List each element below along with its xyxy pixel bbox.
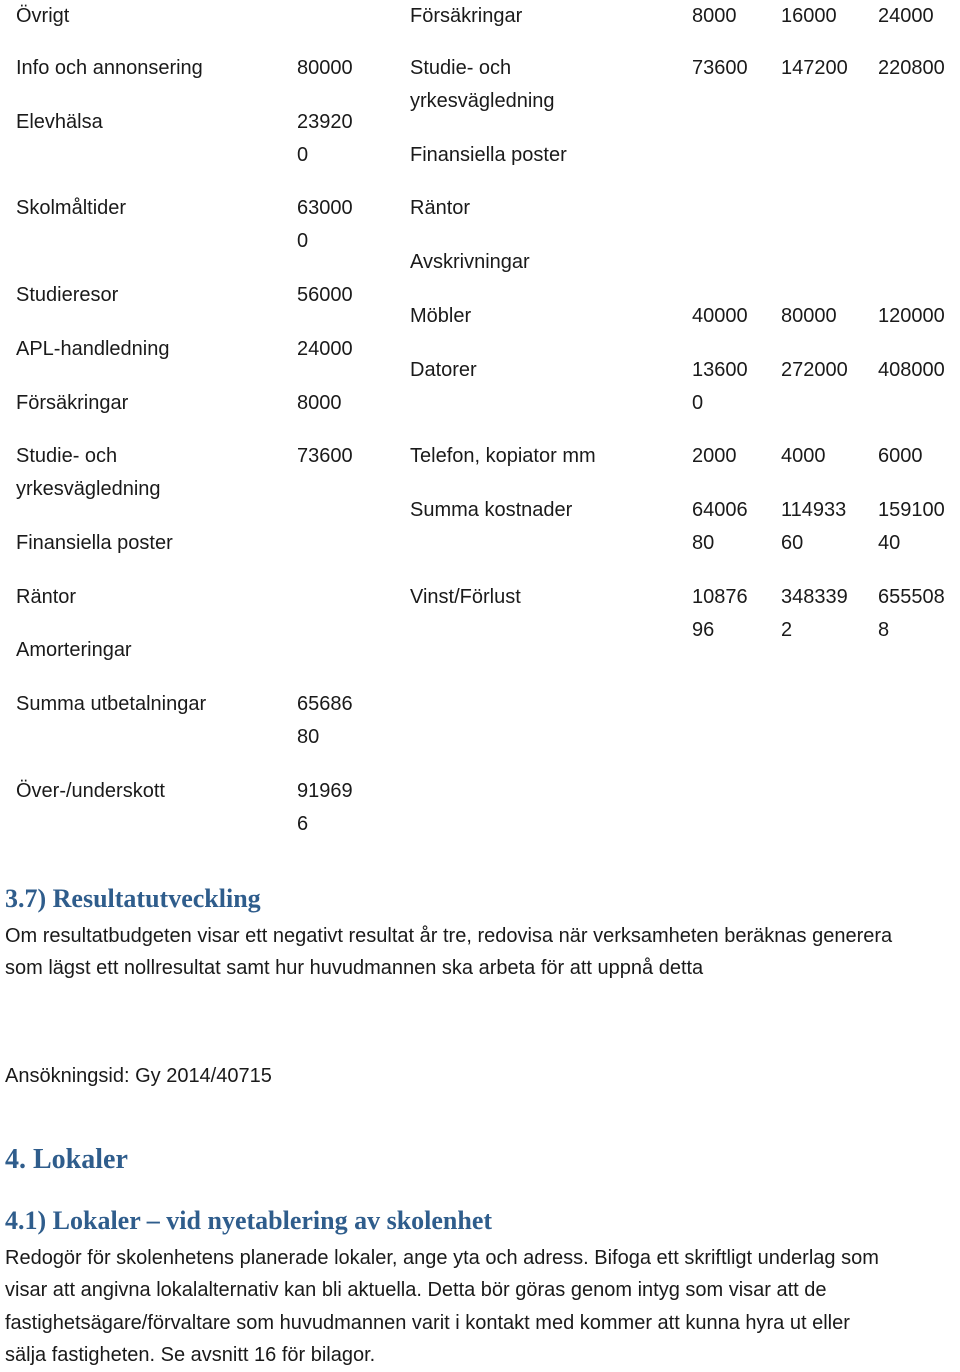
r-v2-vinst-wrap: 2 xyxy=(781,619,793,641)
application-id: Ansökningsid: Gy 2014/40715 xyxy=(5,1065,272,1087)
section-4-1-line-1: Redogör för skolenhetens planerade lokaler, ange yta och adress. Bifoga ett skriftligt underlag som xyxy=(5,1247,879,1269)
row-value-overskott: 91969 xyxy=(297,780,353,802)
r-v3-telefon: 6000 xyxy=(878,445,923,467)
row-label-studie: Studie- och xyxy=(16,445,118,467)
row-label-apl: APL-handledning xyxy=(16,338,170,360)
r-label-datorer: Datorer xyxy=(410,359,477,381)
row-value-forsakringar: 8000 xyxy=(297,392,342,414)
row-value-apl: 24000 xyxy=(297,338,353,360)
row-label-overskott: Över-/underskott xyxy=(16,780,165,802)
r-v1-vinst: 10876 xyxy=(692,586,748,608)
row-label-amorteringar: Amorteringar xyxy=(16,639,132,661)
r-label-vinst: Vinst/Förlust xyxy=(410,586,521,608)
r-label-forsakringar: Försäkringar xyxy=(410,5,523,27)
r-v2-vinst: 348339 xyxy=(781,586,848,608)
r-label-summa-kostnader: Summa kostnader xyxy=(410,499,573,521)
r-v2-mobler: 80000 xyxy=(781,305,837,327)
r-v2-forsakringar: 16000 xyxy=(781,5,837,27)
row-label-studie-wrap: yrkesvägledning xyxy=(16,478,161,500)
r-v3-summa-wrap: 40 xyxy=(878,532,901,554)
r-label-avskrivningar: Avskrivningar xyxy=(410,251,530,273)
r-label-studie: Studie- och xyxy=(410,57,512,79)
row-value-summa-utbetalningar-wrap: 80 xyxy=(297,726,320,748)
row-value-elevhalsa: 23920 xyxy=(297,111,353,133)
r-v3-forsakringar: 24000 xyxy=(878,5,934,27)
r-v1-forsakringar: 8000 xyxy=(692,5,737,27)
r-v1-mobler: 40000 xyxy=(692,305,748,327)
r-v3-datorer: 408000 xyxy=(878,359,945,381)
row-value-studie: 73600 xyxy=(297,445,353,467)
row-value-elevhalsa-wrap: 0 xyxy=(297,144,309,166)
r-v3-vinst-wrap: 8 xyxy=(878,619,890,641)
row-value-skolmaltider: 63000 xyxy=(297,197,353,219)
r-v1-datorer-wrap: 0 xyxy=(692,392,704,414)
row-value-overskott-wrap: 6 xyxy=(297,813,309,835)
row-value-studieresor: 56000 xyxy=(297,284,353,306)
section-4-1-line-2: visar att angivna lokalalternativ kan bli aktuella. Detta bör göras genom intyg som visar att de xyxy=(5,1279,827,1301)
r-v2-studie: 147200 xyxy=(781,57,848,79)
r-label-mobler: Möbler xyxy=(410,305,472,327)
row-label-ovrigt: Övrigt xyxy=(16,5,70,27)
r-v2-telefon: 4000 xyxy=(781,445,826,467)
section-4-1-line-3: fastighetsägare/förvaltare som huvudmannen varit i kontakt med kommer att kunna hyra ut eller xyxy=(5,1312,850,1334)
section-3-7-line-2: som lägst ett nollresultat samt hur huvudmannen ska arbeta för att uppnå detta xyxy=(5,957,704,979)
r-label-telefon: Telefon, kopiator mm xyxy=(410,445,596,467)
r-v1-summa: 64006 xyxy=(692,499,748,521)
r-v2-summa: 114933 xyxy=(781,499,847,521)
row-label-forsakringar: Försäkringar xyxy=(16,392,129,414)
row-label-elevhalsa: Elevhälsa xyxy=(16,111,103,133)
r-v1-studie: 73600 xyxy=(692,57,748,79)
row-label-finansiella: Finansiella poster xyxy=(16,532,173,554)
r-label-rantor: Räntor xyxy=(410,197,471,219)
section-heading-4-1: 4.1) Lokaler – vid nyetablering av skolenhet xyxy=(5,1206,493,1235)
row-label-info: Info och annonsering xyxy=(16,57,203,79)
r-v3-mobler: 120000 xyxy=(878,305,945,327)
r-v1-summa-wrap: 80 xyxy=(692,532,715,554)
row-label-rantor: Räntor xyxy=(16,586,77,608)
section-heading-4: 4. Lokaler xyxy=(5,1144,128,1175)
r-label-studie-wrap: yrkesvägledning xyxy=(410,90,555,112)
row-label-skolmaltider: Skolmåltider xyxy=(16,197,127,219)
row-value-skolmaltider-wrap: 0 xyxy=(297,230,309,252)
section-3-7-line-1: Om resultatbudgeten visar ett negativt resultat år tre, redovisa när verksamheten beräknas generera xyxy=(5,925,893,947)
row-label-summa-utbetalningar: Summa utbetalningar xyxy=(16,693,207,715)
r-v3-vinst: 655508 xyxy=(878,586,945,608)
r-v2-summa-wrap: 60 xyxy=(781,532,804,554)
r-v1-vinst-wrap: 96 xyxy=(692,619,715,641)
r-v3-summa: 159100 xyxy=(878,499,945,521)
r-label-finansiella: Finansiella poster xyxy=(410,144,567,166)
row-value-summa-utbetalningar: 65686 xyxy=(297,693,353,715)
r-v3-studie: 220800 xyxy=(878,57,945,79)
r-v1-telefon: 2000 xyxy=(692,445,737,467)
row-label-studieresor: Studieresor xyxy=(16,284,119,306)
row-value-info: 80000 xyxy=(297,57,353,79)
section-heading-3-7: 3.7) Resultatutveckling xyxy=(5,884,261,913)
section-4-1-line-4: sälja fastigheten. Se avsnitt 16 för bilagor. xyxy=(5,1344,376,1366)
r-v1-datorer: 13600 xyxy=(692,359,748,381)
r-v2-datorer: 272000 xyxy=(781,359,848,381)
